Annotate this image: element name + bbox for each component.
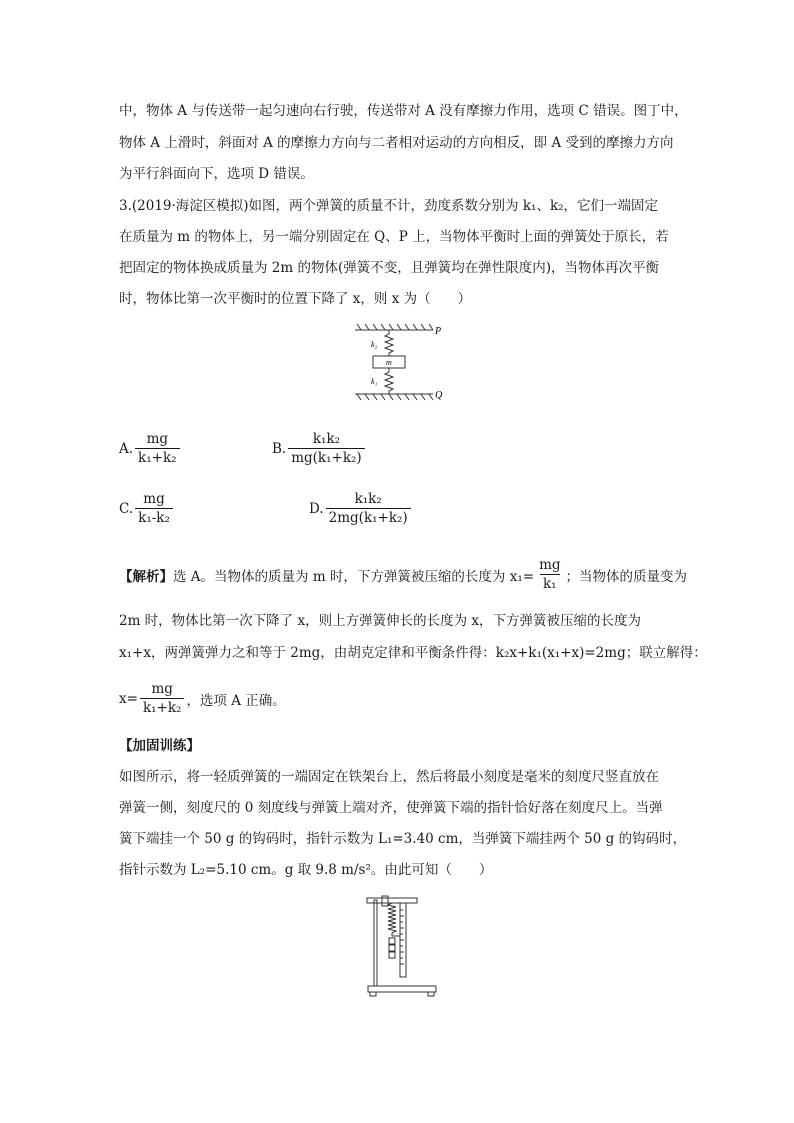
analysis-fraction-1: $\frac{mg}{\text{k₁}}$ — [539, 557, 561, 592]
question-3-line-3: 把固定的物体换成质量为 2m 的物体(弹簧不变，且弹簧均在弹性限度内)，当物体再次平衡 — [119, 260, 660, 276]
option-b-prefix: B. — [272, 440, 287, 457]
analysis-line-2: 2m 时，物体比第一次下降了 x，则上方弹簧伸长的长度为 x，下方弹簧被压缩的长度为 — [119, 613, 641, 629]
training-tag: 【加固训练】 — [119, 738, 200, 754]
training-line-2: 弹簧一侧，刻度尺的 0 刻度线与弹簧上端对齐，使弹簧下端的指针恰好落在刻度尺上。当弹 — [119, 800, 663, 816]
label-k1: k₁ — [371, 377, 378, 386]
option-d-fraction: $\frac{\text{k₁k₂}}{\text{2mg(k₁+k₂)}}$ — [326, 490, 411, 527]
analysis-line-1: 【解析】 选 A。当物体的质量为 m 时，下方弹簧被压缩的长度为 x₁= $\frac{mg}{\text{k₁}}$ ；当物体的质量变为 — [119, 557, 688, 592]
option-d[interactable] — [309, 490, 413, 527]
training-line-1: 如图所示，将一轻质弹簧的一端固定在铁架台上，然后将最小刻度是毫米的刻度尺竖直放在 — [119, 769, 659, 785]
option-a-fraction: $\frac{mg}{\text{k₁+k₂}}$ — [135, 430, 180, 467]
option-b-fraction: $\frac{\text{k₁k₂}}{\text{mg(k₁+k₂)}}$ — [288, 430, 364, 467]
question-3-line-4: 时，物体比第一次平衡时的位置下降了 x，则 x 为（ ） — [119, 291, 472, 307]
analysis-tag: 【解析】 — [119, 568, 173, 585]
question-3-line-2: 在质量为 m 的物体上，另一端分别固定在 Q、P 上，当物体平衡时上面的弹簧处于原长，若 — [119, 229, 669, 245]
label-p: P — [435, 326, 442, 337]
label-m: m — [386, 358, 392, 367]
para-line-3: 为平行斜面向下，选项 D 错误。 — [119, 166, 314, 182]
label-k2: k₂ — [371, 340, 378, 349]
option-c[interactable] — [119, 490, 175, 527]
training-line-4: 指针示数为 L₂=5.10 cm。g 取 9.8 m/s²。由此可知（ ） — [119, 862, 493, 878]
para-line-2: 物体 A 上滑时，斜面对 A 的摩擦力方向与二者相对运动的方向相反，即 A 受到的摩擦力方向 — [119, 135, 674, 151]
option-c-prefix: C. — [119, 500, 134, 517]
spring-system-figure — [345, 320, 455, 402]
option-b[interactable] — [272, 430, 367, 467]
option-a[interactable] — [119, 430, 182, 467]
option-a-prefix: A. — [119, 440, 134, 457]
iron-stand-figure — [362, 892, 442, 1004]
analysis-fraction-2: $\frac{mg}{\text{k₁+k₂}}$ — [140, 680, 185, 717]
question-3-line-1: 3.(2019·海淀区模拟)如图，两个弹簧的质量不计，劲度系数分别为 k₁、k₂，它们一端固定 — [119, 198, 659, 214]
label-q: Q — [435, 390, 443, 401]
analysis-line-3: x₁+x，两弹簧弹力之和等于 2mg，由胡克定律和平衡条件得：k₂x+k₁(x₁+x)=2mg；联立解得： — [119, 645, 707, 661]
para-line-1: 中，物体 A 与传送带一起匀速向右行驶，传送带对 A 没有摩擦力作用，选项 C 错误。图丁中， — [119, 103, 688, 119]
option-c-fraction: $\frac{mg}{\text{k₁-k₂}}$ — [135, 490, 173, 527]
training-line-3: 簧下端挂一个 50 g 的钩码时，指针示数为 L₁=3.40 cm，当弹簧下端挂两个 50 g 的钩码时， — [119, 831, 687, 847]
analysis-line-4: x= $\frac{mg}{\text{k₁+k₂}}$ ，选项 A 正确。 — [119, 681, 286, 716]
option-d-prefix: D. — [309, 500, 324, 517]
